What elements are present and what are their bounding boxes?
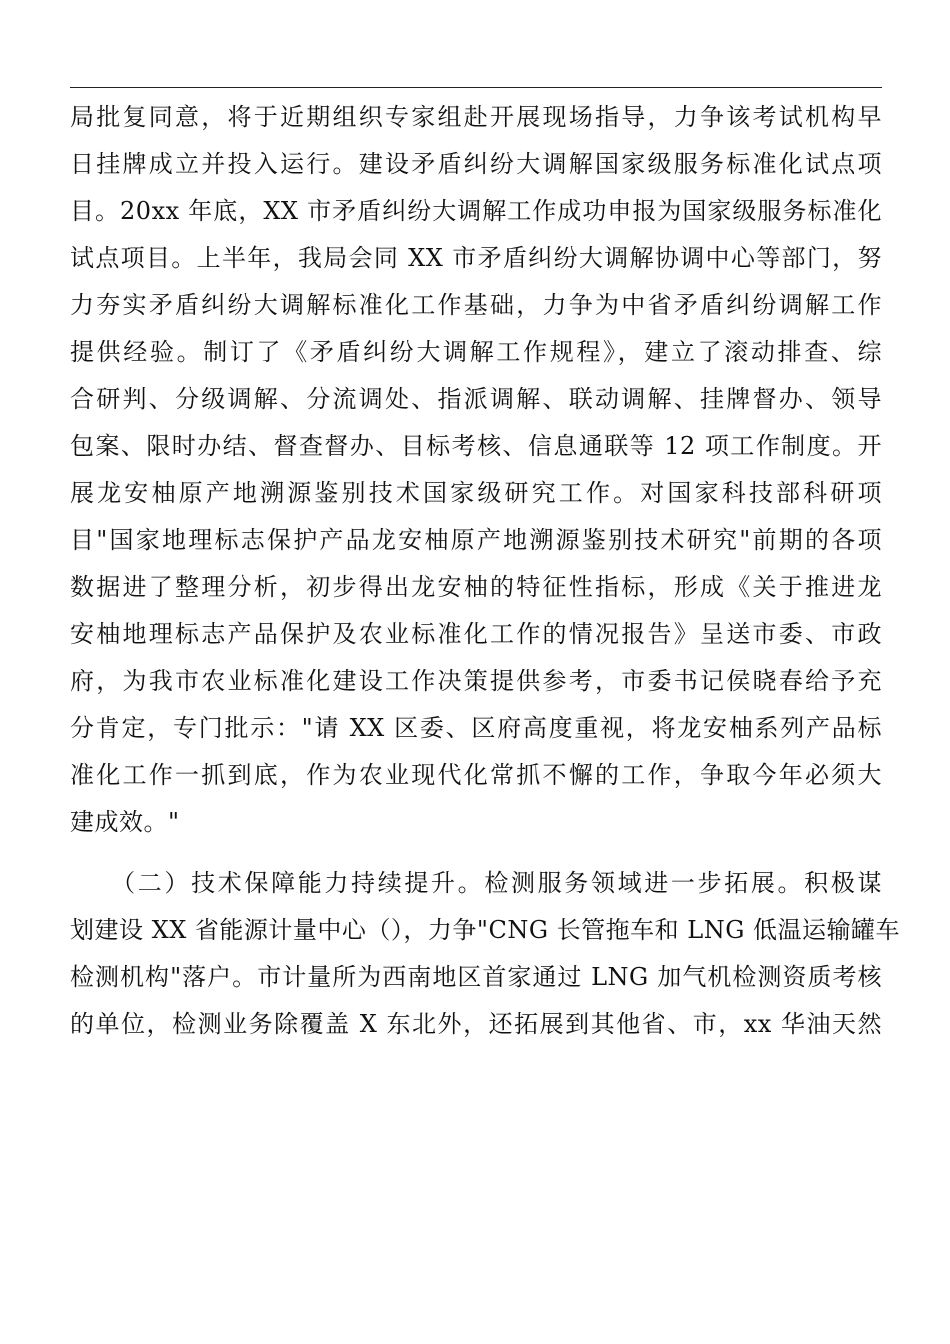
paragraph-2 <box>70 860 900 1048</box>
header-rule <box>70 87 882 88</box>
text-line: 力夯实矛盾纠纷大调解标准化工作基础，力争为中省矛盾纠纷调解工作 <box>70 291 882 319</box>
text-line: 的单位，检测业务除覆盖 X 东北外，还拓展到其他省、市，xx 华油天然 <box>70 1010 882 1038</box>
text-line: 准化工作一抓到底，作为农业现代化常抓不懈的工作，争取今年必须大 <box>70 761 882 789</box>
text-line: 目。20xx 年底，XX 市矛盾纠纷大调解工作成功申报为国家级服务标准化 <box>70 197 882 225</box>
text-line: 分肯定，专门批示："请 XX 区委、区府高度重视，将龙安柚系列产品标 <box>70 714 882 742</box>
text-line: 局批复同意，将于近期组织专家组赴开展现场指导，力争该考试机构早 <box>70 103 882 131</box>
text-line: 展龙安柚原产地溯源鉴别技术国家级研究工作。对国家科技部科研项 <box>70 479 882 507</box>
text-line: 建成效。" <box>70 808 180 836</box>
text-line: 划建设 XX 省能源计量中心（），力争"CNG 长管拖车和 LNG 低温运输罐车 <box>70 916 900 944</box>
text-line: 安柚地理标志产品保护及农业标准化工作的情况报告》呈送市委、市政 <box>70 620 882 648</box>
text-line: 提供经验。制订了《矛盾纠纷大调解工作规程》，建立了滚动排查、综 <box>70 338 882 366</box>
paragraph-1 <box>70 94 882 846</box>
text-line: 试点项目。上半年，我局会同 XX 市矛盾纠纷大调解协调中心等部门，努 <box>70 244 882 272</box>
text-line: 检测机构"落户。市计量所为西南地区首家通过 LNG 加气机检测资质考核 <box>70 963 882 991</box>
text-line: 府，为我市农业标准化建设工作决策提供参考，市委书记侯晓春给予充 <box>70 667 882 695</box>
text-line: 包案、限时办结、督查督办、目标考核、信息通联等 12 项工作制度。开 <box>70 432 882 460</box>
text-line: 数据进了整理分析，初步得出龙安柚的特征性指标，形成《关于推进龙 <box>70 573 882 601</box>
text-line: 合研判、分级调解、分流调处、指派调解、联动调解、挂牌督办、领导 <box>70 385 882 413</box>
paragraph-spacer <box>70 846 882 860</box>
text-line: 目"国家地理标志保护产品龙安柚原产地溯源鉴别技术研究"前期的各项 <box>70 526 882 554</box>
text-line: 日挂牌成立并投入运行。建设矛盾纠纷大调解国家级服务标准化试点项 <box>70 150 882 178</box>
document-body <box>70 94 900 1048</box>
text-line: （二）技术保障能力持续提升。检测服务领域进一步拓展。积极谋 <box>70 869 882 897</box>
